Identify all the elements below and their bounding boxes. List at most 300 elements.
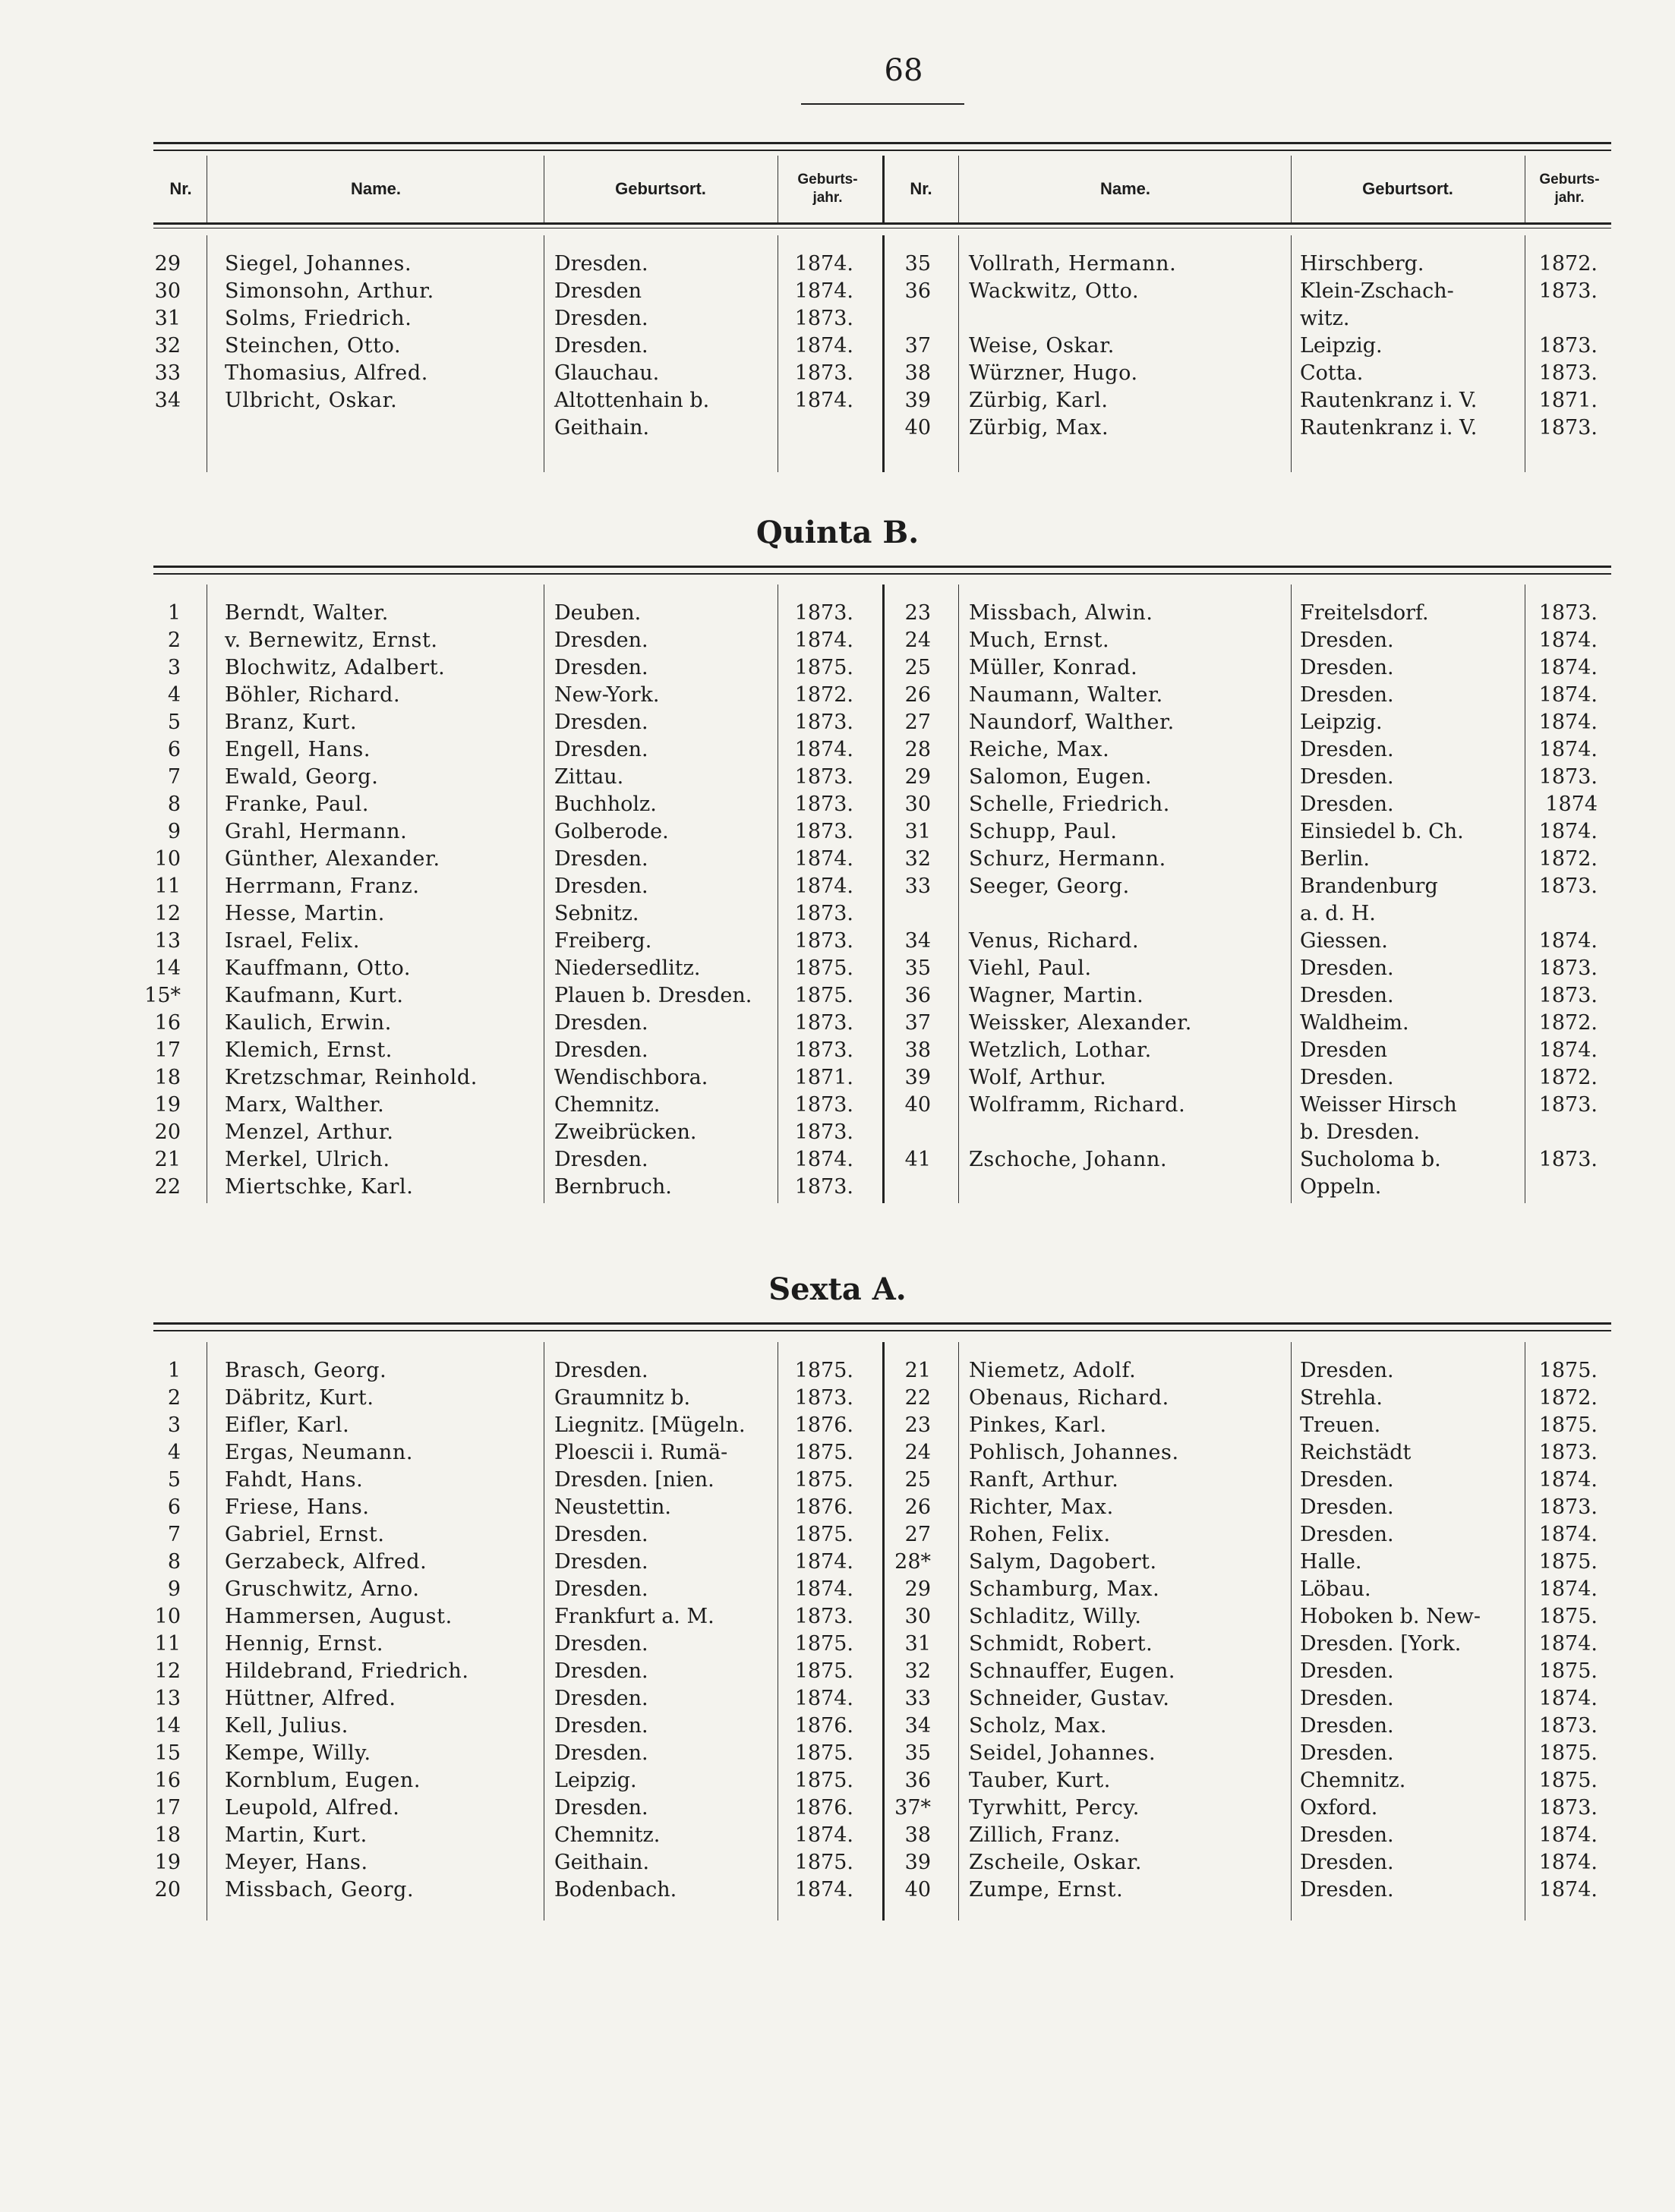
entry-number: 18	[154, 1066, 181, 1089]
entry-birthplace: Oppeln.	[1300, 1175, 1382, 1199]
table-row	[0, 360, 1675, 387]
entry-number: 16	[154, 1011, 181, 1035]
table-row	[0, 1576, 1675, 1603]
table-row	[0, 414, 1675, 442]
entry-name: Richter, Max.	[969, 1495, 1114, 1519]
entry-name: Zschoche, Johann.	[969, 1148, 1168, 1171]
entry-birthplace: Dresden.	[1300, 1523, 1394, 1546]
entry-number: 12	[154, 1659, 181, 1683]
entry-birthplace: New-York.	[554, 683, 660, 707]
entry-birthplace: Dresden.	[554, 847, 648, 871]
header-nr-left: Nr.	[169, 179, 192, 198]
entry-birthyear: 1874.	[1538, 1823, 1598, 1847]
entry-number: 35	[904, 1741, 931, 1765]
entry-number: 3	[167, 656, 181, 679]
section-title-quinta-b: Quinta B.	[755, 515, 920, 550]
entry-number: 28	[904, 738, 931, 761]
entry-number: 30	[154, 279, 181, 303]
entry-birthyear: 1873.	[1538, 1441, 1598, 1464]
entry-name: Hüttner, Alfred.	[225, 1687, 396, 1710]
table-row	[0, 1794, 1675, 1822]
entry-name: Steinchen, Otto.	[225, 334, 402, 358]
entry-birthplace: Altottenhain b.	[554, 389, 710, 412]
entry-number: 39	[904, 389, 931, 412]
entry-number: 37	[904, 334, 931, 358]
table-row	[0, 251, 1675, 278]
table-row	[0, 1119, 1675, 1146]
entry-birthyear: 1874.	[1538, 629, 1598, 652]
entry-birthyear: 1875.	[794, 656, 853, 679]
entry-name: Grahl, Hermann.	[225, 820, 408, 843]
entry-birthplace: Buchholz.	[554, 792, 657, 816]
entry-name: Zumpe, Ernst.	[969, 1878, 1124, 1902]
entry-name: Wolf, Arthur.	[969, 1066, 1107, 1089]
entry-birthplace: witz.	[1300, 307, 1350, 330]
table-row	[0, 1385, 1675, 1412]
entry-number: 12	[154, 902, 181, 925]
entry-birthyear: 1874.	[1538, 1523, 1598, 1546]
entry-number: 36	[904, 984, 931, 1007]
entry-birthyear: 1873.	[794, 1120, 853, 1144]
entry-name: Reiche, Max.	[969, 738, 1110, 761]
entry-name: Naumann, Walter.	[969, 683, 1163, 707]
entry-name: Much, Ernst.	[969, 629, 1110, 652]
entry-number: 9	[167, 820, 181, 843]
entry-birthyear: 1873.	[1538, 1148, 1598, 1171]
entry-birthyear: 1873.	[794, 1011, 853, 1035]
entry-birthplace: Niedersedlitz.	[554, 956, 701, 980]
entry-name: Zürbig, Karl.	[969, 389, 1109, 412]
entry-name: Hennig, Ernst.	[225, 1632, 384, 1656]
entry-birthyear: 1875.	[1538, 1741, 1598, 1765]
entry-birthplace: Dresden.	[554, 334, 648, 358]
entry-birthplace: Dresden.	[554, 1796, 648, 1820]
entry-birthplace: Sucholoma b.	[1300, 1148, 1441, 1171]
entry-birthyear: 1876.	[794, 1714, 853, 1738]
entry-birthplace: Dresden.	[554, 1632, 648, 1656]
entry-number: 32	[154, 334, 181, 358]
entry-number: 14	[154, 956, 181, 980]
entry-birthplace: Giessen.	[1300, 929, 1388, 953]
entry-birthplace: Waldheim.	[1300, 1011, 1409, 1035]
entry-number: 1	[167, 601, 181, 625]
entry-number: 10	[154, 1605, 181, 1628]
entry-birthyear: 1876.	[794, 1796, 853, 1820]
entry-number: 17	[154, 1796, 181, 1820]
entry-birthyear: 1872.	[1538, 847, 1598, 871]
entry-number: 11	[154, 1632, 181, 1656]
entry-name: Müller, Konrad.	[969, 656, 1138, 679]
entry-number: 2	[167, 629, 181, 652]
table-row	[0, 1631, 1675, 1658]
entry-birthplace: Frankfurt a. M.	[554, 1605, 714, 1628]
entry-birthyear: 1875.	[794, 1851, 853, 1874]
entry-number: 38	[904, 1823, 931, 1847]
entry-birthplace: Dresden.	[1300, 792, 1394, 816]
entry-number: 29	[904, 1577, 931, 1601]
entry-birthyear: 1874.	[794, 252, 853, 276]
entry-birthplace: Zittau.	[554, 765, 624, 789]
entry-name: Kornblum, Eugen.	[225, 1769, 421, 1792]
entry-birthyear: 1875.	[1538, 1605, 1598, 1628]
entry-birthplace: Berlin.	[1300, 847, 1370, 871]
entry-birthyear: 1873.	[1538, 334, 1598, 358]
entry-number: 35	[904, 252, 931, 276]
entry-number: 34	[904, 929, 931, 953]
entry-number: 39	[904, 1851, 931, 1874]
entry-birthplace: Dresden.	[554, 1038, 648, 1062]
entry-birthplace: Dresden.	[1300, 1823, 1394, 1847]
entry-name: Schmidt, Robert.	[969, 1632, 1153, 1656]
entry-birthyear: 1873.	[1538, 984, 1598, 1007]
header-birthplace-left: Geburtsort.	[615, 179, 706, 198]
entry-birthplace: Dresden.	[554, 1741, 648, 1765]
table-row	[0, 928, 1675, 955]
entry-number: 13	[154, 929, 181, 953]
table-row	[0, 900, 1675, 928]
entry-birthyear: 1875.	[794, 1441, 853, 1464]
header-bottom-rule	[153, 222, 1611, 225]
entry-name: Niemetz, Adolf.	[969, 1359, 1137, 1382]
entry-birthplace: Chemnitz.	[1300, 1769, 1406, 1792]
entry-birthyear: 1873.	[794, 711, 853, 734]
entry-number: 21	[904, 1359, 931, 1382]
entry-birthyear: 1876.	[794, 1413, 853, 1437]
entry-name: Viehl, Paul.	[969, 956, 1092, 980]
entry-birthplace: Dresden.	[554, 711, 648, 734]
entry-birthyear: 1875.	[794, 984, 853, 1007]
entry-name: Gabriel, Ernst.	[225, 1523, 385, 1546]
entry-birthplace: Halle.	[1300, 1550, 1362, 1574]
entry-number: 32	[904, 1659, 931, 1683]
entry-birthplace: Treuen.	[1300, 1413, 1381, 1437]
entry-name: Schnauffer, Eugen.	[969, 1659, 1176, 1683]
entry-birthplace: Dresden.	[1300, 1468, 1394, 1492]
entry-number: 6	[167, 738, 181, 761]
entry-birthyear: 1874.	[794, 629, 853, 652]
entry-birthplace: Dresden.	[554, 1577, 648, 1601]
entry-number: 24	[904, 629, 931, 652]
entry-number: 40	[904, 1093, 931, 1117]
entry-birthyear: 1874.	[1538, 738, 1598, 761]
entry-birthyear: 1873.	[794, 1093, 853, 1117]
entry-birthyear: 1873.	[794, 1605, 853, 1628]
entry-birthplace: Leipzig.	[554, 1769, 637, 1792]
header-column-divider	[958, 156, 959, 222]
entry-birthyear: 1871.	[794, 1066, 853, 1089]
table-row	[0, 1010, 1675, 1037]
entry-birthyear: 1874.	[1538, 1687, 1598, 1710]
entry-birthplace: Plauen b. Dresden.	[554, 984, 752, 1007]
entry-number: 22	[154, 1175, 181, 1199]
table-row	[0, 846, 1675, 873]
entry-birthyear: 1875.	[1538, 1659, 1598, 1683]
entry-name: Missbach, Alwin.	[969, 601, 1153, 625]
entry-birthyear: 1873.	[1538, 956, 1598, 980]
entry-number: 5	[167, 711, 181, 734]
entry-number: 10	[154, 847, 181, 871]
entry-birthyear: 1874.	[794, 1878, 853, 1902]
entry-birthyear: 1875.	[794, 1769, 853, 1792]
entry-birthyear: 1873.	[794, 601, 853, 625]
table-row	[0, 305, 1675, 332]
table-row	[0, 1174, 1675, 1201]
entry-birthyear: 1875.	[794, 1359, 853, 1382]
entry-number: 26	[904, 1495, 931, 1519]
entry-number: 8	[167, 792, 181, 816]
table-row	[0, 982, 1675, 1010]
entry-name: Ergas, Neumann.	[225, 1441, 414, 1464]
entry-birthplace: Dresden.	[1300, 984, 1394, 1007]
entry-birthplace: Wendischbora.	[554, 1066, 708, 1089]
entry-name: Israel, Felix.	[225, 929, 361, 953]
entry-name: Wagner, Martin.	[969, 984, 1144, 1007]
entry-birthyear: 1874.	[1538, 1038, 1598, 1062]
entry-birthyear: 1875.	[794, 1659, 853, 1683]
entry-name: Vollrath, Hermann.	[969, 252, 1177, 276]
entry-birthplace: Dresden.	[554, 1011, 648, 1035]
entry-name: Merkel, Ulrich.	[225, 1148, 390, 1171]
entry-number: 4	[167, 683, 181, 707]
entry-number: 15*	[144, 984, 181, 1007]
entry-name: Eifler, Karl.	[225, 1413, 350, 1437]
entry-number: 17	[154, 1038, 181, 1062]
entry-birthyear: 1873.	[794, 929, 853, 953]
entry-number: 8	[167, 1550, 181, 1574]
table-row	[0, 1521, 1675, 1549]
entry-number: 29	[154, 252, 181, 276]
entry-birthplace: Leipzig.	[1300, 711, 1383, 734]
entry-birthyear: 1873.	[794, 361, 853, 385]
entry-birthplace: Sebnitz.	[554, 902, 639, 925]
entry-birthplace: Dresden.	[554, 656, 648, 679]
entry-number: 23	[904, 1413, 931, 1437]
entry-birthplace: Dresden.	[1300, 1714, 1394, 1738]
entry-number: 38	[904, 361, 931, 385]
entry-number: 6	[167, 1495, 181, 1519]
section-title-sexta-a: Sexta A.	[768, 1271, 907, 1307]
entry-birthplace: Dresden.	[1300, 1066, 1394, 1089]
entry-birthyear: 1875.	[794, 1523, 853, 1546]
entry-number: 39	[904, 1066, 931, 1089]
header-birthyear-left: Geburts- jahr.	[797, 172, 858, 206]
entry-name: Salym, Dagobert.	[969, 1550, 1157, 1574]
table-row	[0, 764, 1675, 791]
entry-birthyear: 1874.	[794, 874, 853, 898]
entry-birthplace: Glauchau.	[554, 361, 660, 385]
table-row	[0, 1037, 1675, 1064]
entry-birthyear: 1874.	[1538, 1878, 1598, 1902]
table-row	[0, 387, 1675, 414]
table-row	[0, 627, 1675, 654]
entry-name: Schladitz, Willy.	[969, 1605, 1142, 1628]
entry-name: Kauffmann, Otto.	[225, 956, 412, 980]
entry-birthyear: 1875.	[1538, 1769, 1598, 1792]
entry-birthplace: Dresden.	[1300, 629, 1394, 652]
entry-number: 7	[167, 1523, 181, 1546]
entry-birthplace: Chemnitz.	[554, 1093, 661, 1117]
entry-birthyear: 1873.	[794, 1038, 853, 1062]
entry-number: 31	[904, 1632, 931, 1656]
table-row	[0, 1658, 1675, 1685]
table-row	[0, 1467, 1675, 1494]
entry-name: v. Bernewitz, Ernst.	[225, 629, 438, 652]
entry-number: 30	[904, 792, 931, 816]
entry-name: Klemich, Ernst.	[225, 1038, 393, 1062]
entry-birthyear: 1873.	[1538, 1796, 1598, 1820]
entry-birthplace: Deuben.	[554, 601, 642, 625]
entry-birthyear: 1873.	[1538, 1714, 1598, 1738]
table-row	[0, 1822, 1675, 1849]
entry-birthyear: 1874.	[794, 738, 853, 761]
entry-name: Berndt, Walter.	[225, 601, 389, 625]
entry-birthplace: Einsiedel b. Ch.	[1300, 820, 1464, 843]
entry-birthyear: 1874.	[794, 389, 853, 412]
entry-number: 27	[904, 711, 931, 734]
entry-birthplace: Strehla.	[1300, 1386, 1383, 1410]
entry-birthplace: Dresden.	[554, 1659, 648, 1683]
entry-birthyear: 1875.	[794, 1741, 853, 1765]
entry-birthplace: Golberode.	[554, 820, 669, 843]
entry-name: Pinkes, Karl.	[969, 1413, 1107, 1437]
entry-number: 13	[154, 1687, 181, 1710]
entry-name: Hesse, Martin.	[225, 902, 385, 925]
entry-number: 40	[904, 1878, 931, 1902]
table-row	[0, 1713, 1675, 1740]
table-row	[0, 1767, 1675, 1794]
entry-birthplace: Leipzig.	[1300, 334, 1383, 358]
entry-birthyear: 1874.	[1538, 1468, 1598, 1492]
entry-name: Ewald, Georg.	[225, 765, 379, 789]
table-row	[0, 682, 1675, 709]
table-row	[0, 736, 1675, 764]
entry-birthyear: 1874.	[1538, 820, 1598, 843]
entry-name: Friese, Hans.	[225, 1495, 370, 1519]
entry-birthyear: 1873.	[794, 1386, 853, 1410]
entry-name: Schneider, Gustav.	[969, 1687, 1170, 1710]
entry-birthplace: Dresden.	[554, 1148, 648, 1171]
entry-birthyear: 1875.	[794, 1632, 853, 1656]
entry-birthyear: 1872.	[794, 683, 853, 707]
entry-name: Gruschwitz, Arno.	[225, 1577, 420, 1601]
entry-number: 23	[904, 601, 931, 625]
entry-birthplace: Geithain.	[554, 1851, 650, 1874]
entry-birthyear: 1875.	[1538, 1550, 1598, 1574]
entry-birthplace: Dresden.	[1300, 1851, 1394, 1874]
entry-birthyear: 1875.	[794, 1468, 853, 1492]
entry-birthplace: Dresden.	[1300, 1495, 1394, 1519]
entry-name: Fahdt, Hans.	[225, 1468, 364, 1492]
entry-name: Siegel, Johannes.	[225, 252, 412, 276]
table-row	[0, 278, 1675, 305]
entry-birthplace: Löbau.	[1300, 1577, 1371, 1601]
entry-name: Zürbig, Max.	[969, 416, 1109, 440]
entry-number: 24	[904, 1441, 931, 1464]
entry-number: 40	[904, 416, 931, 440]
table-row	[0, 1412, 1675, 1439]
entry-birthyear: 1873.	[794, 1175, 853, 1199]
entry-name: Seidel, Johannes.	[969, 1741, 1156, 1765]
entry-birthyear: 1874.	[1538, 1632, 1598, 1656]
entry-birthyear: 1874.	[794, 334, 853, 358]
entry-birthyear: 1874.	[794, 1577, 853, 1601]
entry-number: 20	[154, 1878, 181, 1902]
entry-birthplace: Dresden.	[1300, 956, 1394, 980]
entry-birthyear: 1874.	[794, 1148, 853, 1171]
entry-birthyear: 1873.	[794, 307, 853, 330]
entry-name: Engell, Hans.	[225, 738, 371, 761]
entry-name: Rohen, Felix.	[969, 1523, 1111, 1546]
entry-birthplace: Hoboken b. New-	[1300, 1605, 1481, 1628]
header-column-divider	[882, 156, 885, 222]
entry-name: Gerzabeck, Alfred.	[225, 1550, 427, 1574]
entry-name: Weise, Oskar.	[969, 334, 1115, 358]
entry-birthplace: Dresden.	[1300, 683, 1394, 707]
entry-birthplace: Freitelsdorf.	[1300, 601, 1429, 625]
entry-number: 32	[904, 847, 931, 871]
entry-birthplace: Rautenkranz i. V.	[1300, 389, 1478, 412]
entry-birthplace: a. d. H.	[1300, 902, 1376, 925]
entry-name: Tauber, Kurt.	[969, 1769, 1111, 1792]
entry-birthplace: Neustettin.	[554, 1495, 671, 1519]
entry-birthyear: 1873.	[794, 820, 853, 843]
entry-number: 37	[904, 1011, 931, 1035]
entry-name: Kretzschmar, Reinhold.	[225, 1066, 478, 1089]
entry-birthplace: Rautenkranz i. V.	[1300, 416, 1478, 440]
table-row	[0, 1064, 1675, 1092]
entry-name: Schupp, Paul.	[969, 820, 1118, 843]
entry-number: 11	[154, 874, 181, 898]
entry-birthplace: Brandenburg	[1300, 874, 1438, 898]
entry-number: 33	[904, 1687, 931, 1710]
entry-number: 38	[904, 1038, 931, 1062]
entry-birthyear: 1874.	[794, 1823, 853, 1847]
entry-number: 20	[154, 1120, 181, 1144]
entry-name: Obenaus, Richard.	[969, 1386, 1169, 1410]
entry-birthyear: 1874.	[1538, 929, 1598, 953]
entry-birthyear: 1872.	[1538, 1066, 1598, 1089]
header-name-left: Name.	[350, 179, 402, 198]
entry-birthplace: Dresden. [York.	[1300, 1632, 1462, 1656]
entry-number: 1	[167, 1359, 181, 1382]
table-row	[0, 1740, 1675, 1767]
entry-number: 34	[904, 1714, 931, 1738]
entry-number: 27	[904, 1523, 931, 1546]
entry-name: Miertschke, Karl.	[225, 1175, 414, 1199]
entry-name: Tyrwhitt, Percy.	[969, 1796, 1140, 1820]
entry-birthyear: 1874.	[794, 1687, 853, 1710]
entry-birthplace: Geithain.	[554, 416, 650, 440]
entry-name: Brasch, Georg.	[225, 1359, 387, 1382]
entry-birthplace: Dresden. [nien.	[554, 1468, 714, 1492]
entry-name: Marx, Walther.	[225, 1093, 385, 1117]
entry-number: 31	[904, 820, 931, 843]
header-top-rule	[153, 142, 1611, 151]
entry-birthplace: Dresden.	[1300, 1687, 1394, 1710]
entry-birthyear: 1873.	[1538, 416, 1598, 440]
entry-name: Günther, Alexander.	[225, 847, 440, 871]
entry-number: 9	[167, 1577, 181, 1601]
entry-birthyear: 1873.	[794, 765, 853, 789]
entry-name: Kempe, Willy.	[225, 1741, 371, 1765]
entry-number: 36	[904, 279, 931, 303]
entry-birthplace: Dresden.	[1300, 765, 1394, 789]
entry-number: 30	[904, 1605, 931, 1628]
entry-birthyear: 1873.	[1538, 279, 1598, 303]
entry-birthplace: Dresden.	[554, 1687, 648, 1710]
entry-birthplace: Dresden	[554, 279, 642, 303]
sexta-a-top-rule	[153, 1322, 1611, 1331]
